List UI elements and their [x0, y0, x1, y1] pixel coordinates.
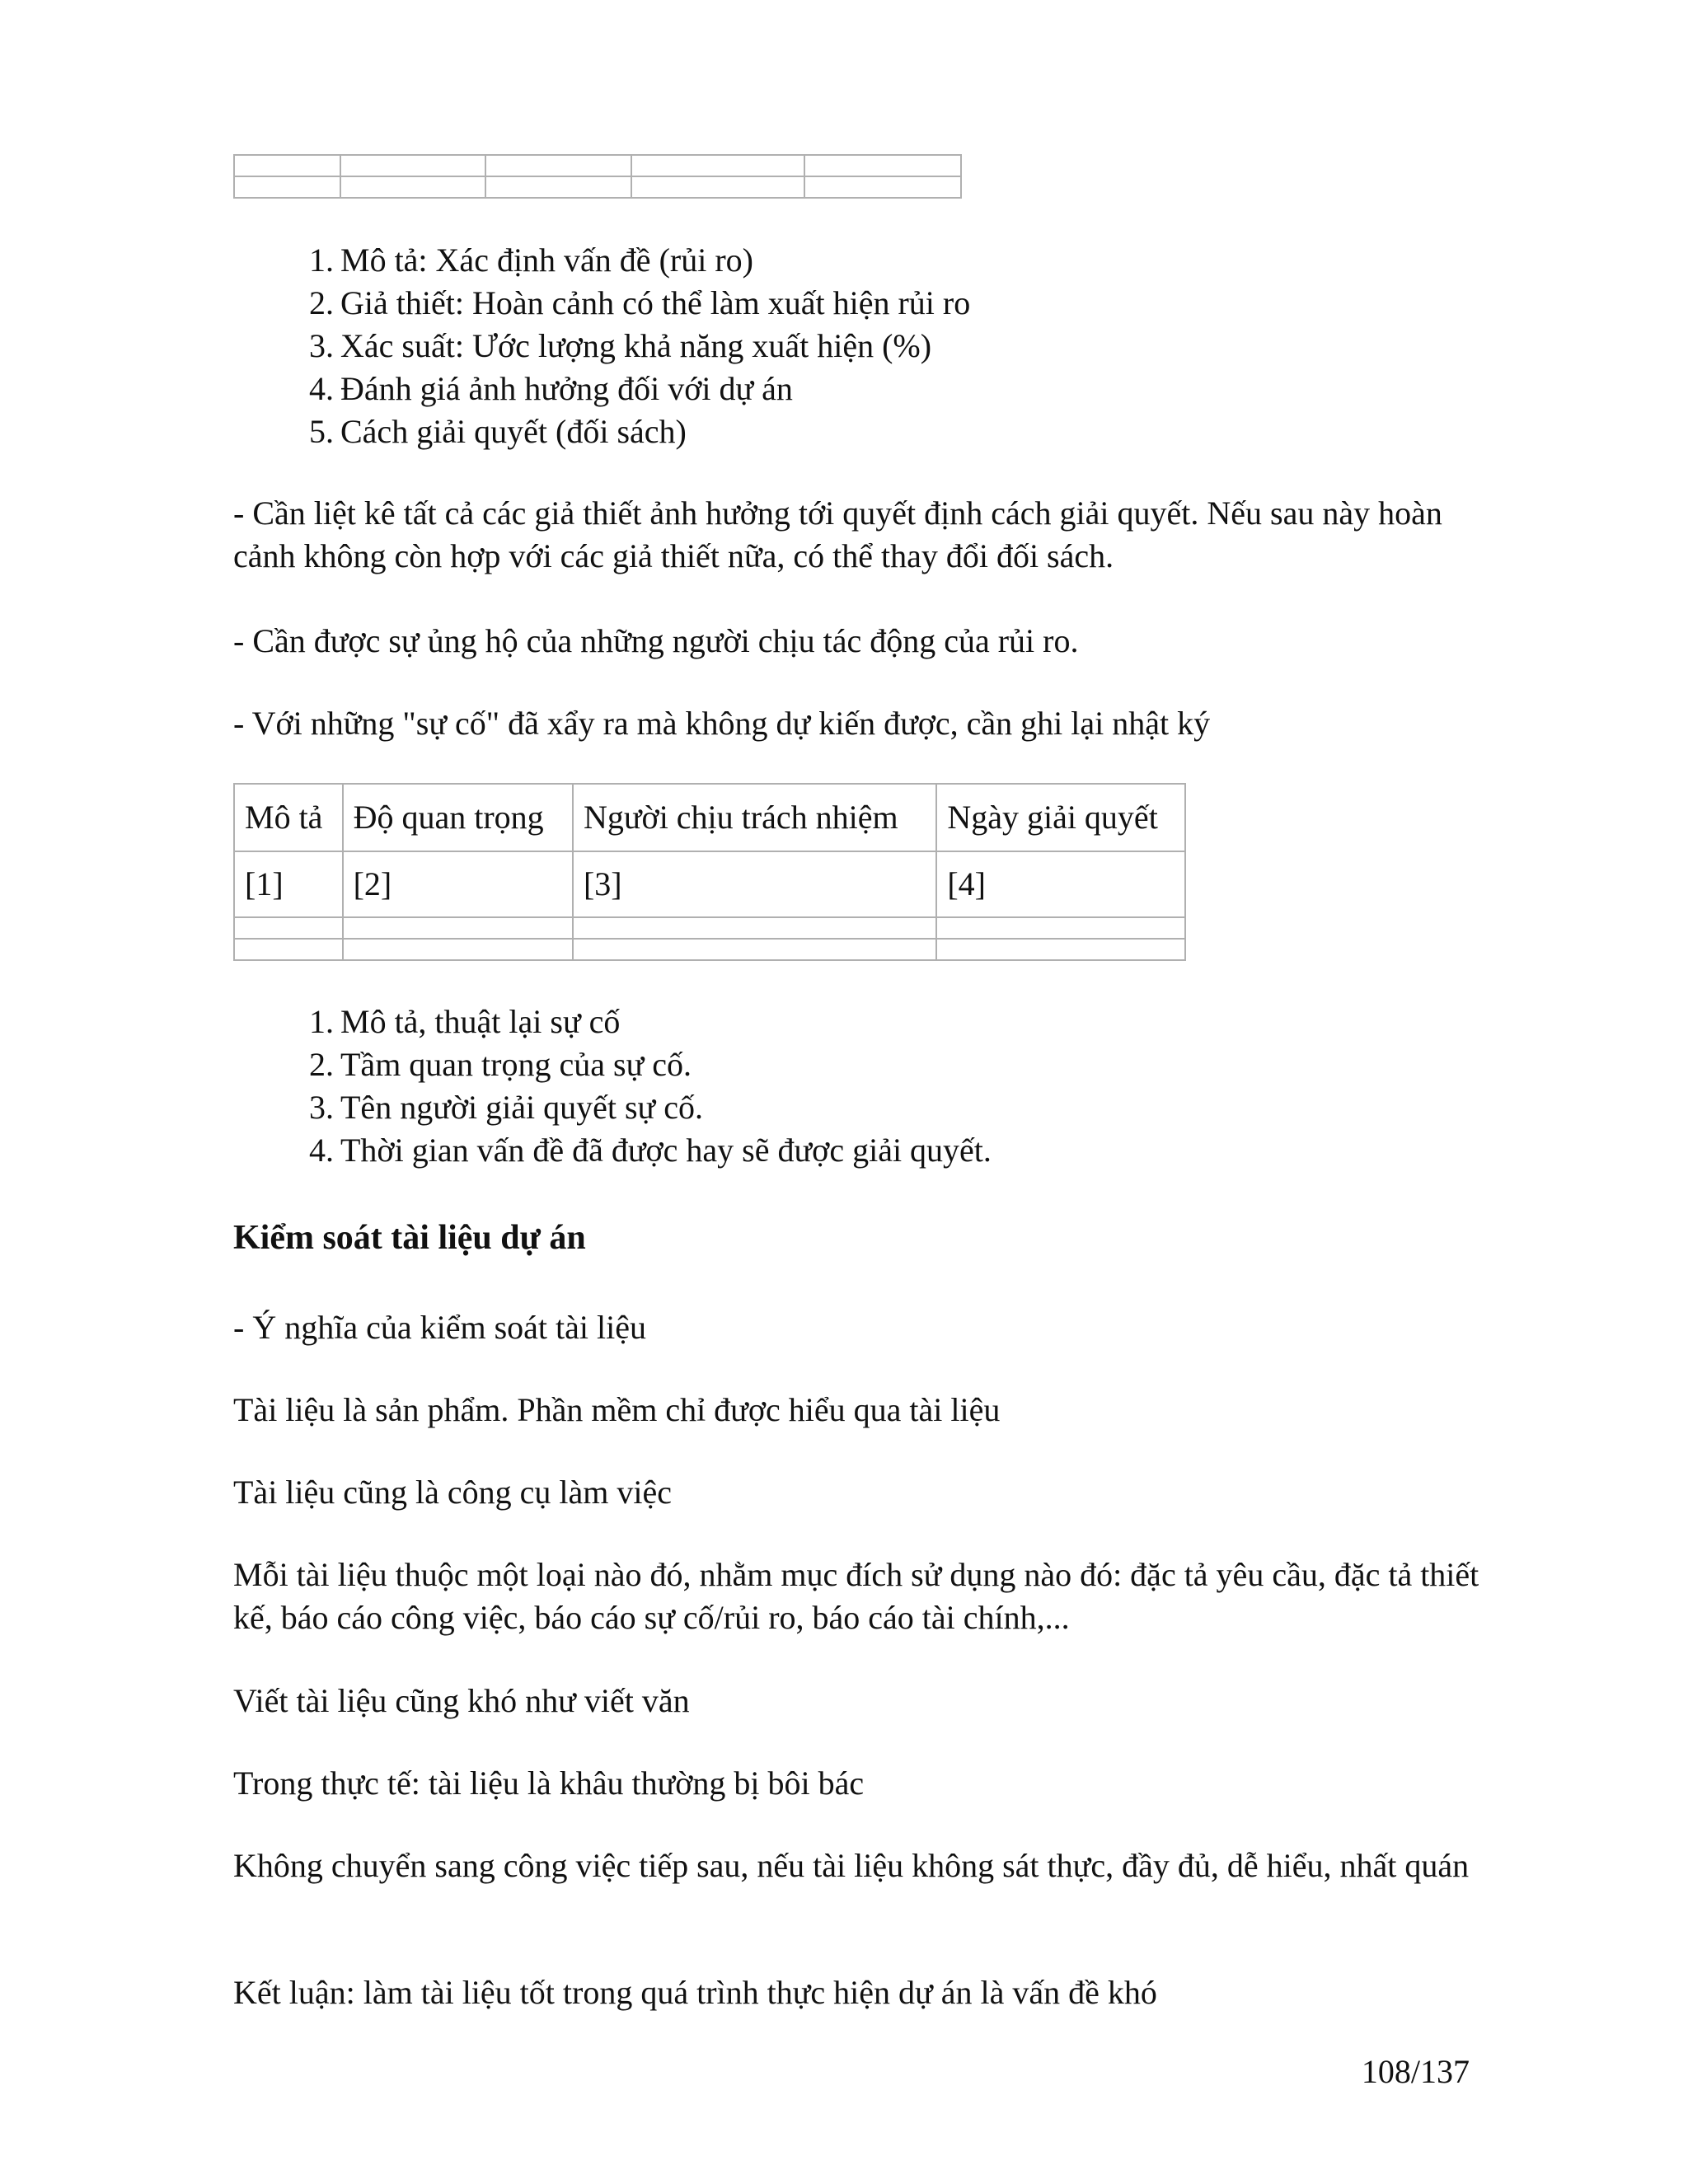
list-item [309, 282, 971, 325]
support-paragraph: - Cần được sự ủng hộ của những người chịu tác động của rủi ro. [233, 622, 1079, 659]
doc-paragraph: - Ý nghĩa của kiểm soát tài liệu [233, 1309, 646, 1346]
list-item [309, 1129, 992, 1172]
table-cell [936, 939, 1185, 960]
list-item-text: Xác suất: Ước lượng khả năng xuất hiện (%) [340, 327, 932, 364]
table-cell: [4] [936, 851, 1185, 917]
doc-paragraph: Trong thực tế: tài liệu là khâu thường bị bôi bác [233, 1765, 865, 1802]
incident-log-table [233, 783, 1186, 961]
table-cell [340, 155, 485, 176]
list-item [309, 325, 970, 368]
table-row [234, 155, 961, 176]
list-item-text: Đánh giá ảnh hưởng đối với dự án [340, 370, 793, 407]
doc-paragraph: Tài liệu là sản phẩm. Phần mềm chỉ được hiểu qua tài liệu [233, 1391, 1001, 1428]
table-cell [234, 155, 340, 176]
list-item [309, 1086, 992, 1129]
list-item-text: Thời gian vấn đề đã được hay sẽ được giải quyết. [340, 1132, 992, 1169]
list-number: 1. [309, 1003, 334, 1040]
table-cell [804, 155, 961, 176]
table-header-cell: Người chịu trách nhiệm [573, 784, 936, 851]
table-cell [343, 917, 573, 939]
list-item [309, 1043, 992, 1086]
table-header-cell: Ngày giải quyết [936, 784, 1185, 851]
list-number: 2. [309, 1046, 334, 1083]
list-item-text: Cách giải quyết (đối sách) [340, 413, 687, 450]
table-cell [631, 176, 804, 198]
list-item [309, 410, 970, 453]
incident-field-list [309, 1001, 992, 1172]
list-item-text: Tên người giải quyết sự cố. [340, 1089, 703, 1126]
table-header-cell: Mô tả [234, 784, 343, 851]
doc-paragraph: Mỗi tài liệu thuộc một loại nào đó, nhằm mục đích sử dụng nào đó: đặc tả yêu cầu, đặc tả thiết kế, báo cáo công việc, báo cáo sự cố/rủi ro, báo cáo tài chính,... [233, 1556, 1479, 1636]
incidents-paragraph: - Với những "sự cố" đã xẩy ra mà không dự kiến được, cần ghi lại nhật ký [233, 705, 1211, 742]
table-cell [804, 176, 961, 198]
list-number: 5. [309, 413, 334, 450]
list-item-text: Mô tả, thuật lại sự cố [340, 1003, 621, 1040]
table-cell [234, 176, 340, 198]
list-number: 4. [309, 1132, 334, 1169]
list-number: 1. [309, 241, 334, 279]
list-item [309, 1001, 992, 1043]
table-cell: [2] [343, 851, 573, 917]
assumptions-paragraph: - Cần liệt kê tất cả các giả thiết ảnh hưởng tới quyết định cách giải quyết. Nếu sau này hoàn cảnh không còn hợp với các giả thiết nữa, có thể thay đổi đối sách. [233, 494, 1442, 574]
table-cell [936, 917, 1185, 939]
doc-paragraph: Không chuyển sang công việc tiếp sau, nếu tài liệu không sát thực, đầy đủ, dễ hiểu, nhất quán [233, 1847, 1470, 1884]
table-header-cell: Độ quan trọng [343, 784, 573, 851]
table-row [234, 851, 1185, 917]
table-cell [234, 939, 343, 960]
table-cell [485, 176, 631, 198]
list-number: 3. [309, 327, 334, 364]
list-item [309, 239, 970, 282]
page-number: 108/137 [1361, 2053, 1470, 2090]
table-row [234, 917, 1185, 939]
list-number: 2. [309, 284, 334, 321]
table-cell: [3] [573, 851, 936, 917]
table-cell [573, 939, 936, 960]
doc-paragraph: Viết tài liệu cũng khó như viết văn [233, 1682, 690, 1719]
table-cell [340, 176, 485, 198]
table-row [234, 176, 961, 198]
doc-paragraph: Tài liệu cũng là công cụ làm việc [233, 1474, 673, 1511]
table-header-row [234, 784, 1185, 851]
doc-paragraph: Kết luận: làm tài liệu tốt trong quá trình thực hiện dự án là vấn đề khó [233, 1974, 1157, 2011]
list-item-text: Giả thiết: Hoàn cảnh có thể làm xuất hiện rủi ro [340, 284, 971, 321]
list-item [309, 368, 970, 410]
list-item-text: Tầm quan trọng của sự cố. [340, 1046, 692, 1083]
table-cell: [1] [234, 851, 343, 917]
section-heading: Kiểm soát tài liệu dự án [233, 1219, 586, 1257]
list-number: 3. [309, 1089, 334, 1126]
table-cell [234, 917, 343, 939]
table-cell [485, 155, 631, 176]
risk-field-list [309, 239, 971, 453]
table-cell [343, 939, 573, 960]
risk-table-remainder [233, 154, 962, 199]
list-number: 4. [309, 370, 334, 407]
table-cell [631, 155, 804, 176]
list-item-text: Mô tả: Xác định vấn đề (rủi ro) [340, 241, 753, 279]
table-row [234, 939, 1185, 960]
table-cell [573, 917, 936, 939]
